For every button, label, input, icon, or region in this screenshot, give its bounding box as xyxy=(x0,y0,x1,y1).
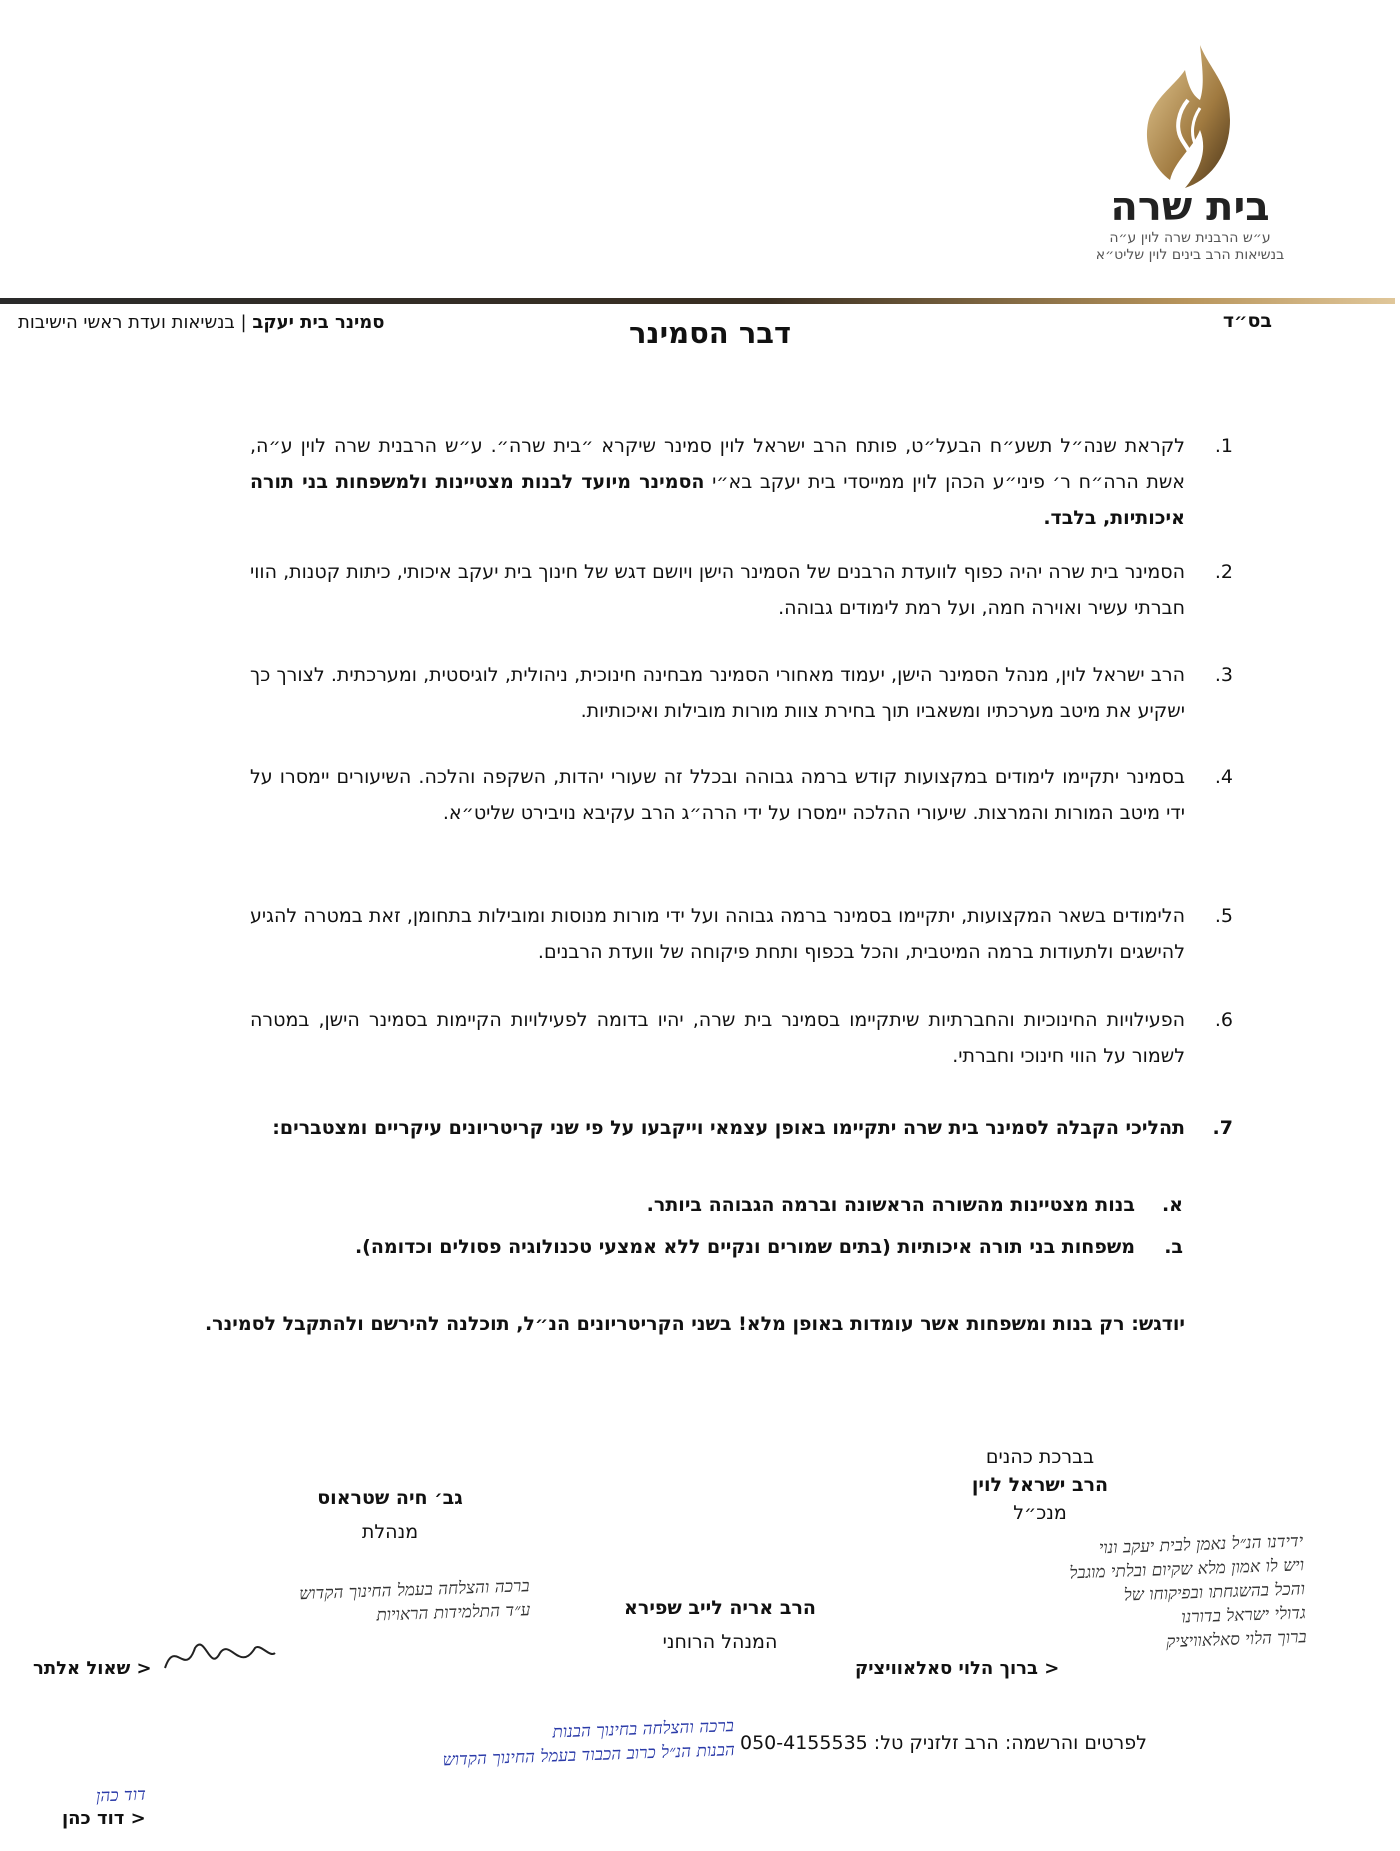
signer-name: גב׳ חיה שטראוס xyxy=(317,1487,463,1509)
signer-title: מנכ״ל xyxy=(1013,1502,1067,1524)
criterion-item xyxy=(354,1236,1183,1258)
seminar-name: סמינר בית יעקב xyxy=(252,312,385,333)
contact-info: לפרטים והרשמה: הרב זלזניק טל: 050-4155535 xyxy=(740,1732,1147,1754)
signer-title: המנהל הרוחני xyxy=(662,1631,778,1653)
logo xyxy=(1060,40,1320,290)
signer-name: הרב אריה לייב שפירא xyxy=(624,1597,816,1619)
page-title: דבר הסמינר xyxy=(628,316,792,350)
item-text: הלימודים בשאר המקצועות, יתקיימו בסמינר ברמה גבוהה ועל ידי מורות מנוסות ומובילות בתחומן, זאת במטרה להגיע להישגים ולתעודות ברמה המיטבית, והכל בכפוף ותחת פיקוחה של וועדת הרבנים. xyxy=(250,905,1185,963)
handwritten-note-left xyxy=(194,1574,530,1634)
handwritten-note-right xyxy=(973,1529,1307,1660)
logo-subtitle-1: ע״ש הרבנית שרה לוין ע״ה xyxy=(1109,230,1271,246)
item-number: 7. xyxy=(1212,1117,1233,1139)
item-bold-text: תהליכי הקבלה לסמינר בית שרה יתקיימו באופן עצמאי וייקבעו על פי שני קריטריונים עיקריים ומצטברים: xyxy=(272,1117,1185,1139)
handwritten-line: ידידנו הנ״ל נאמן לבית יעקב ונוי xyxy=(1098,1531,1304,1559)
item-number: 6. xyxy=(1214,1009,1233,1031)
list-item xyxy=(250,759,1233,831)
handwritten-line: ברכה והצלחה בחינוך הבנות xyxy=(552,1716,735,1743)
item-bold-text: הסמינר מיועד לבנות מצטיינות ולמשפחות בני תורה איכותיות, בלבד. xyxy=(250,471,1185,529)
item-text: הרב ישראל לוין, מנהל הסמינר הישן, יעמוד מאחורי הסמינר מבחינה חינוכית, ניהולית, לוגיסטית, ומערכתית. לצורך כך ישקיע את מיטב מערכתיו ומשאביו תוך בחירת צוות מורות מובילות ואיכותיות. xyxy=(250,664,1185,722)
handwritten-line: ברוך הלוי סאלאוויציק xyxy=(1165,1627,1307,1653)
item-text: בסמינר יתקיימו לימודים במקצועות קודש ברמה גבוהה ובכלל זה שעורי יהדות, השקפה והלכה. השיעורים יימסרו על ידי מיטב המורות והמרצות. שיעורי ההלכה יימסרו על ידי הרה״ג הרב עקיבא נויבירט שליט״א. xyxy=(250,766,1185,824)
item-text: הפעילויות החינוכיות והחברתיות שיתקיימו בסמינר בית שרה, יהיו בדומה לפעילויות הקיימות בסמינר הישן, במטרה לשמור על הווי חינוכי וחברתי. xyxy=(250,1009,1185,1067)
logo-subtitle-2: בנשיאות הרב בינים לוין שליט״א xyxy=(1095,247,1285,263)
seminar-heading xyxy=(18,312,385,333)
item-number: 3. xyxy=(1214,664,1233,686)
handwritten-line: הבנות הנ״ל כרוב הכבוד בעמל החינוך הקדוש xyxy=(442,1740,736,1771)
handwritten-line: גדולי ישראל בדורנו xyxy=(1180,1603,1307,1628)
list-item xyxy=(250,898,1233,970)
item-number: 1. xyxy=(1214,435,1233,457)
emphasis-note: יודגש: רק בנות ומשפחות אשר עומדות באופן מלא! בשני הקריטריונים הנ״ל, תוכלנה להירשם ולהתקבל לסמינר. xyxy=(204,1313,1185,1335)
flame-logo-icon xyxy=(1130,40,1250,190)
criterion-text: משפחות בני תורה איכותיות (בתים שמורים ונקיים ללא אמצעי טכנולוגיה פסולים וכדומה). xyxy=(354,1236,1135,1258)
signature-aryeh xyxy=(590,1594,850,1656)
item-number: 2. xyxy=(1214,561,1233,583)
handwritten-line: והכל בהשגחתו ובפיקוחו של xyxy=(1123,1579,1306,1606)
handwritten-line: ויש לו אמון מלא שקיום ובלתי מוגבל xyxy=(1069,1555,1305,1584)
signer-david: < דוד כהן xyxy=(62,1808,146,1829)
item-number: 5. xyxy=(1214,905,1233,927)
handwritten-line: ע״ד התלמידות הראויות xyxy=(376,1600,531,1626)
signer-baruch: < ברוך הלוי סאלאוויציק xyxy=(855,1658,1060,1679)
list-item xyxy=(250,657,1233,729)
bsd-mark: בס״ד xyxy=(1222,310,1272,332)
signature-scribble-icon xyxy=(160,1628,280,1688)
list-item xyxy=(250,1110,1233,1146)
criterion-letter: ב. xyxy=(1164,1236,1183,1258)
criterion-letter: א. xyxy=(1161,1194,1183,1216)
seminar-presidency: | בנשיאות ועדת ראשי הישיבות xyxy=(18,312,247,333)
item-text: לקראת שנה״ל תשע״ח הבעל״ט, פותח הרב ישראל לוין סמינר שיקרא ״בית שרה״. ע״ש הרבנית שרה לוין ע״ה, אשת הרה״ח ר׳ פיני״ע הכהן לוין ממייסדי בית יעקב בא״י xyxy=(250,435,1185,493)
blessing-text: בברכת כהנים xyxy=(985,1446,1095,1468)
item-number: 4. xyxy=(1214,766,1233,788)
list-item xyxy=(250,1002,1233,1074)
signature-israel xyxy=(930,1443,1150,1527)
item-text: הסמינר בית שרה יהיה כפוף לוועדת הרבנים של הסמינר הישן ויושם דגש של חינוך בית יעקב איכותי, כיתות קטנות, הווי חברתי עשיר ואוירה חמה, ועל רמת לימודים גבוהה. xyxy=(250,561,1185,619)
signer-name: הרב ישראל לוין xyxy=(971,1474,1109,1496)
handwritten-note-bottom xyxy=(54,1714,736,1810)
list-item xyxy=(250,554,1233,626)
criterion-item xyxy=(646,1194,1183,1216)
criterion-text: בנות מצטיינות מהשורה הראשונה וברמה הגבוהה ביותר. xyxy=(646,1194,1135,1216)
logo-name: בית שרה xyxy=(1110,184,1270,230)
handwritten-line: דוד כהן xyxy=(95,1784,147,1807)
signer-title: מנהלת xyxy=(361,1521,419,1543)
signer-shaul: < שאול אלתר xyxy=(33,1658,152,1679)
handwritten-line: ברכה והצלחה בעמל החינוך הקדוש xyxy=(298,1576,530,1605)
header-divider xyxy=(0,298,1395,304)
signature-chaya xyxy=(270,1484,510,1546)
list-item xyxy=(250,428,1233,536)
